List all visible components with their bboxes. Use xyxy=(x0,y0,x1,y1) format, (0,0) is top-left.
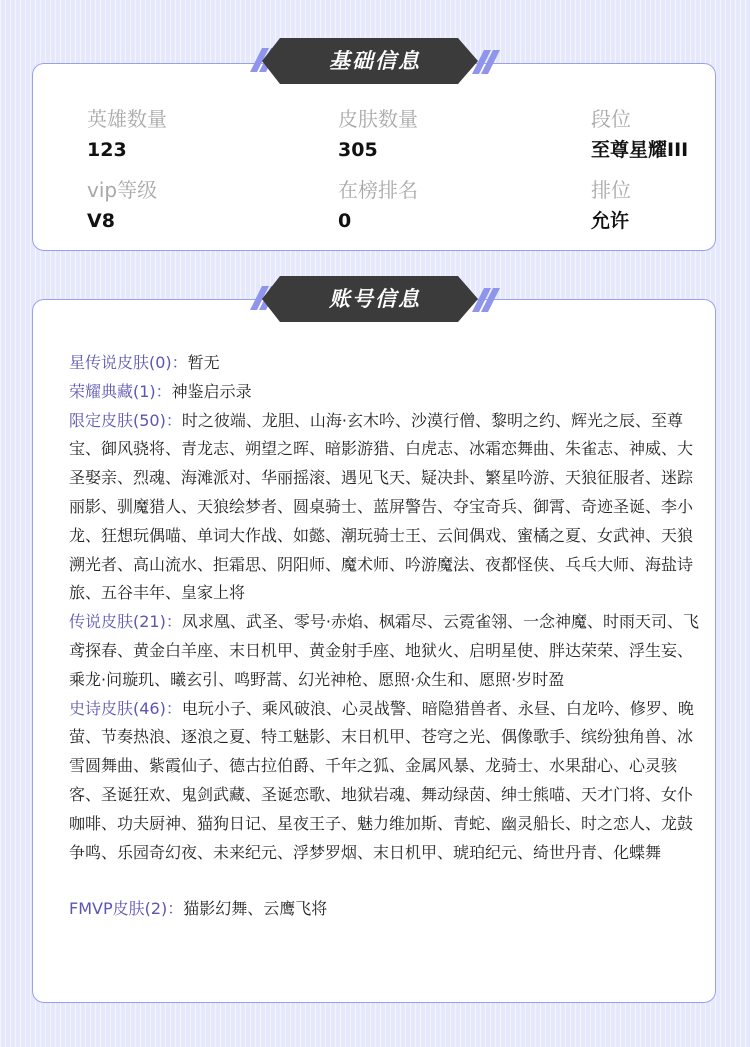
ranked-allowed-label: 排位 xyxy=(591,178,631,202)
epic-skins-label: 史诗皮肤(46)： xyxy=(69,698,182,718)
basic-info-banner xyxy=(248,38,502,84)
fmvp-skins-label: FMVP皮肤(2)： xyxy=(69,899,184,919)
rank-tier-field xyxy=(591,106,688,163)
ranked-allowed-value: 允许 xyxy=(591,210,630,232)
fmvp-skins-content: 猫影幻舞、云鹰飞将 xyxy=(183,899,328,919)
star-legend-skins-content: 暂无 xyxy=(187,353,220,372)
hero-count-field xyxy=(87,106,167,163)
account-info-banner xyxy=(248,276,502,322)
honor-collection-label: 荣耀典藏(1)： xyxy=(69,381,172,401)
leaderboard-rank-label: 在榜排名 xyxy=(338,178,418,202)
vip-level-label: vip等级 xyxy=(87,178,158,202)
hero-count-label: 英雄数量 xyxy=(87,107,167,131)
hero-count-value: 123 xyxy=(87,139,127,161)
account-info-list xyxy=(69,349,699,924)
limited-skins-content: 时之彼端、龙胆、山海·玄木吟、沙漠行僧、黎明之约、辉光之辰、至尊宝、御风骁将、青龙志、朔望之晖、暗影游猎、白虎志、冰霜恋舞曲、朱雀志、神威、大圣娶亲、烈魂、海滩派对、华丽摇滚、遇见飞天、疑决卦、繁星吟游、天狼征服者、迷踪丽影、驯魔猎人、天狼绘梦者、圆桌骑士、蓝屏警告、夺宝奇兵、御霄、奇迹圣诞、李小龙、狂想玩偶喵、单词大作战、如懿、潮玩骑士王、云间偶戏、蜜橘之夏、女武神、天狼溯光者、高山流水、拒霜思、阴阳师、魔术师、吟游魔法、夜都怪侠、乓乓大师、海盐诗旅、五谷丰年、皇家上将 xyxy=(69,410,694,603)
leaderboard-rank-value: 0 xyxy=(338,210,352,232)
honor-collection-content: 神鉴启示录 xyxy=(171,381,252,401)
epic-skins-content: 电玩小子、乘风破浪、心灵战警、暗隐猎兽者、永昼、白龙吟、修罗、晚萤、节奏热浪、逐浪之夏、特工魅影、末日机甲、苍穹之光、偶像歌手、缤纷独角兽、冰雪圆舞曲、紫霞仙子、德古拉伯爵、千年之狐、金属风暴、龙骑士、水果甜心、心灵骇客、圣诞狂欢、鬼剑武藏、圣诞恋歌、地狱岩魂、舞动绿茵、绅士熊喵、天才门将、女仆咖啡、功夫厨神、猫狗日记、星夜王子、魅力维加斯、青蛇、幽灵船长、时之恋人、龙鼓争鸣、乐园奇幻夜、未来纪元、浮梦罗烟、末日机甲、琥珀纪元、绮世丹青、化蝶舞 xyxy=(69,698,694,862)
rank-tier-value: 至尊星耀III xyxy=(591,139,689,161)
honor-collection xyxy=(69,378,699,407)
skin-count-label: 皮肤数量 xyxy=(338,107,418,131)
star-legend-skins xyxy=(69,349,699,378)
skin-count-value: 305 xyxy=(338,139,378,161)
limited-skins xyxy=(69,407,699,609)
rank-tier-label: 段位 xyxy=(591,107,631,131)
vip-level-field xyxy=(87,177,157,234)
skin-count-field xyxy=(338,106,418,163)
legend-skins xyxy=(69,608,699,694)
account-info-title: 账号信息 xyxy=(329,287,421,311)
basic-info-card xyxy=(32,63,716,251)
limited-skins-label: 限定皮肤(50)： xyxy=(69,410,182,430)
epic-skins xyxy=(69,695,699,868)
basic-info-title: 基础信息 xyxy=(329,49,421,73)
fmvp-skins xyxy=(69,895,699,924)
leaderboard-rank-field xyxy=(338,177,418,234)
legend-skins-label: 传说皮肤(21)： xyxy=(69,612,182,632)
star-legend-skins-label: 星传说皮肤(0)： xyxy=(69,353,188,372)
ranked-allowed-field xyxy=(591,177,631,234)
account-info-card xyxy=(32,299,716,1003)
vip-level-value: V8 xyxy=(87,210,115,232)
legend-skins-content: 凤求凰、武圣、零号·赤焰、枫霜尽、云霓雀翎、一念神魔、时雨天司、飞鸢探春、黄金白羊座、末日机甲、黄金射手座、地狱火、启明星使、胖达荣荣、浮生妄、乘龙·问璇玑、曦玄引、鸣野蒿、幻光神枪、愿照·众生和、愿照·岁时盈 xyxy=(69,612,699,689)
